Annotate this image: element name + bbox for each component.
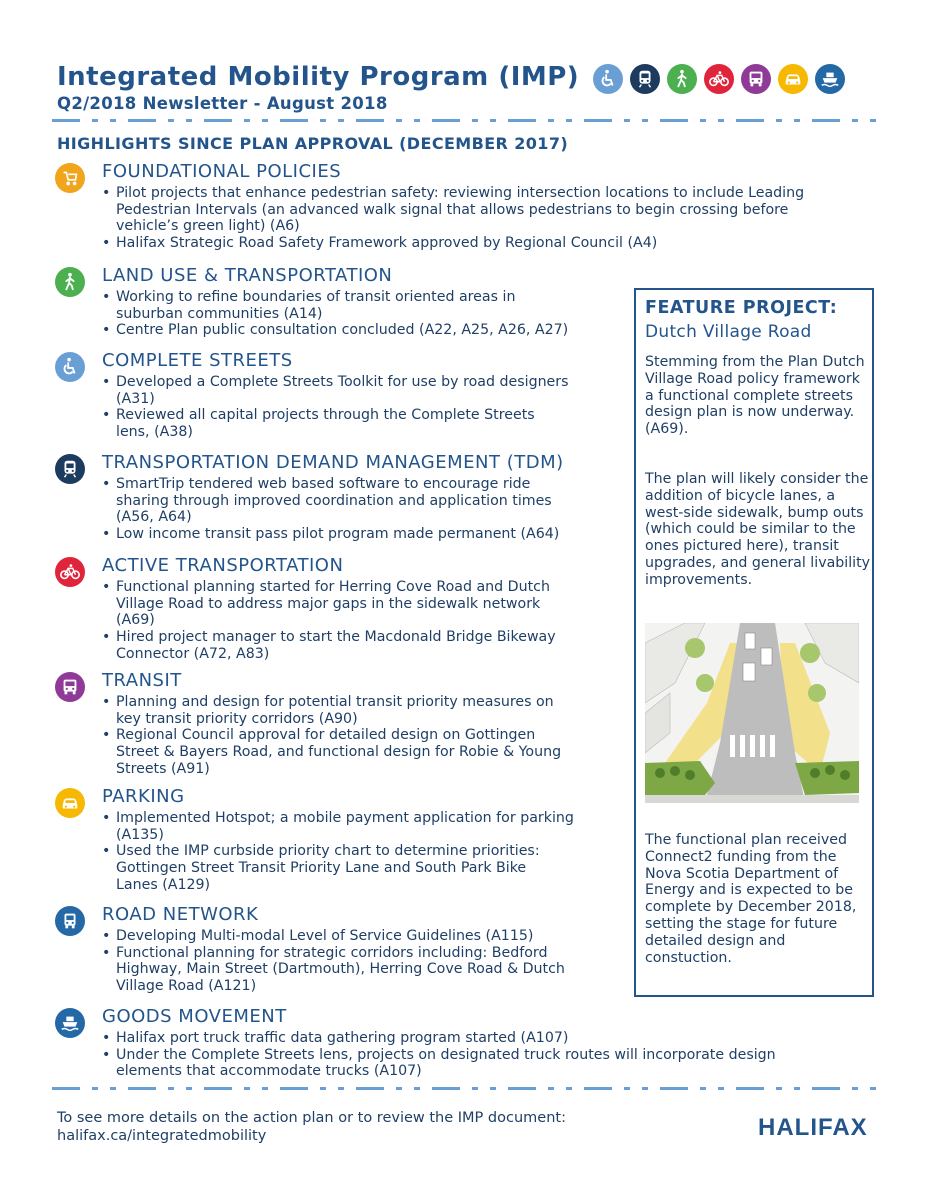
list-item: • Functional planning started for Herring Cove Road and Dutch (102, 579, 556, 596)
list-item-continued: Streets (A91) (116, 760, 210, 777)
list-item-continued: (A31) (116, 390, 155, 407)
section-title: TRANSIT (102, 670, 182, 691)
list-item-continued: Gottingen Street Transit Priority Lane and South Park Bike (116, 860, 527, 877)
list-item: • Functional planning for strategic corridors including: Bedford (102, 945, 565, 962)
feature-title: FEATURE PROJECT: (645, 298, 838, 318)
bullet-list (102, 185, 804, 252)
list-item-continued: Street & Bayers Road, and functional design for Robie & Young (116, 744, 562, 761)
list-item: • Regional Council approval for detailed design on Gottingen (102, 727, 561, 744)
feature-subtitle: Dutch Village Road (645, 322, 812, 342)
list-item: • Halifax port truck traffic data gathering program started (A107) (102, 1030, 776, 1047)
bus-icon (55, 672, 85, 702)
halifax-logo: HALIFAX (758, 1114, 868, 1141)
list-item-continued: Village Road (A121) (116, 978, 257, 995)
bullet-list (102, 1030, 776, 1080)
road-bus-icon (55, 906, 85, 936)
bullet-list (102, 694, 561, 778)
list-item-continued: Village Road to address major gaps in the sidewalk network (116, 595, 541, 612)
accessibility-icon (593, 64, 623, 94)
list-item: • Developing Multi-modal Level of Service Guidelines (A115) (102, 928, 565, 945)
footer-text (57, 1110, 566, 1145)
accessibility-icon (55, 352, 85, 382)
list-item: • Halifax Strategic Road Safety Framework approved by Regional Council (A4) (102, 235, 804, 252)
footer-link[interactable]: halifax.ca/integratedmobility (57, 1127, 267, 1144)
list-item-continued: (A69) (116, 612, 155, 629)
bicycle-icon (55, 557, 85, 587)
pedestrian-icon (55, 267, 85, 297)
car-icon (778, 64, 808, 94)
list-item: • Reviewed all capital projects through the Complete Streets (102, 407, 569, 424)
ferry-icon (55, 1008, 85, 1038)
list-item-continued: Connector (A72, A83) (116, 645, 270, 662)
list-item: • Under the Complete Streets lens, projects on designated truck routes will incorporate design (102, 1047, 776, 1064)
feature-paragraph: Stemming from the Plan Dutch Village Road policy framework a functional complete streets design plan is now underway. (A69). (645, 354, 865, 438)
feature-paragraph: The functional plan received Connect2 funding from the Nova Scotia Department of Energy and is expected to be complete by December 2018, setting the stage for future detailed design and constuction. (645, 832, 857, 966)
train-icon (630, 64, 660, 94)
bus-icon (741, 64, 771, 94)
list-item-continued: lens, (A38) (116, 424, 193, 441)
bullet-list (102, 928, 565, 995)
section-title: FOUNDATIONAL POLICIES (102, 161, 342, 182)
list-item: • Implemented Hotspot; a mobile payment application for parking (102, 810, 574, 827)
footer-line: To see more details on the action plan or to review the IMP document: (57, 1110, 566, 1126)
mode-icons (593, 64, 845, 94)
list-item: • Developed a Complete Streets Toolkit for use by road designers (102, 374, 569, 391)
list-item: • SmartTrip tendered web based software to encourage ride (102, 476, 559, 493)
feature-paragraph: The plan will likely consider the addition of bicycle lanes, a west-side sidewalk, bump outs (which could be similar to the ones pictured here), transit upgrades, and general livability improvements. (645, 471, 871, 588)
bullet-list (102, 810, 574, 894)
list-item-continued: key transit priority corridors (A90) (116, 710, 358, 727)
list-item: • Used the IMP curbside priority chart to determine priorities: (102, 843, 574, 860)
feature-project-box (634, 288, 874, 997)
list-item-continued: (A56, A64) (116, 509, 192, 526)
list-item-continued: sharing through improved coordination and application times (116, 492, 552, 509)
list-item: • Centre Plan public consultation concluded (A22, A25, A26, A27) (102, 322, 568, 339)
list-item-continued: Lanes (A129) (116, 876, 211, 893)
list-item: • Pilot projects that enhance pedestrian safety: reviewing intersection locations to include Leading (102, 185, 804, 202)
ferry-icon (815, 64, 845, 94)
bicycle-icon (704, 64, 734, 94)
section-title: PARKING (102, 786, 185, 807)
pedestrian-icon (667, 64, 697, 94)
page-subtitle: Q2/2018 Newsletter - August 2018 (57, 94, 388, 113)
section-foundational-policies (55, 161, 885, 257)
list-item-continued: vehicle’s green light) (A6) (116, 218, 300, 235)
section-title: GOODS MOVEMENT (102, 1006, 287, 1027)
list-item: • Working to refine boundaries of transit oriented areas in (102, 289, 568, 306)
list-item-continued: suburban communities (A14) (116, 305, 323, 322)
bottom-divider (52, 1087, 878, 1090)
top-divider (52, 119, 878, 122)
list-item-continued: (A135) (116, 826, 164, 843)
section-goods-movement (55, 1006, 885, 1082)
bullet-list (102, 476, 559, 543)
list-item-continued: Pedestrian Intervals (an advanced walk signal that allows pedestrians to begin crossing before (116, 201, 789, 218)
stroller-icon (55, 163, 85, 193)
highlights-heading: HIGHLIGHTS SINCE PLAN APPROVAL (DECEMBER 2017) (57, 134, 569, 153)
section-title: ACTIVE TRANSPORTATION (102, 555, 344, 576)
bullet-list (102, 579, 556, 663)
street-illustration (645, 623, 859, 803)
list-item: • Hired project manager to start the Macdonald Bridge Bikeway (102, 629, 556, 646)
page-title: Integrated Mobility Program (IMP) (57, 62, 580, 92)
list-item: • Planning and design for potential transit priority measures on (102, 694, 561, 711)
bullet-list (102, 289, 568, 339)
section-title: LAND USE & TRANSPORTATION (102, 265, 393, 286)
train-icon (55, 454, 85, 484)
list-item-continued: elements that accommodate trucks (A107) (116, 1063, 422, 1080)
list-item-continued: Highway, Main Street (Dartmouth), Herring Cove Road & Dutch (116, 961, 565, 978)
section-title: COMPLETE STREETS (102, 350, 293, 371)
section-title: ROAD NETWORK (102, 904, 259, 925)
bullet-list (102, 374, 569, 441)
section-title: TRANSPORTATION DEMAND MANAGEMENT (TDM) (102, 452, 564, 473)
car-icon (55, 788, 85, 818)
list-item: • Low income transit pass pilot program made permanent (A64) (102, 526, 559, 543)
